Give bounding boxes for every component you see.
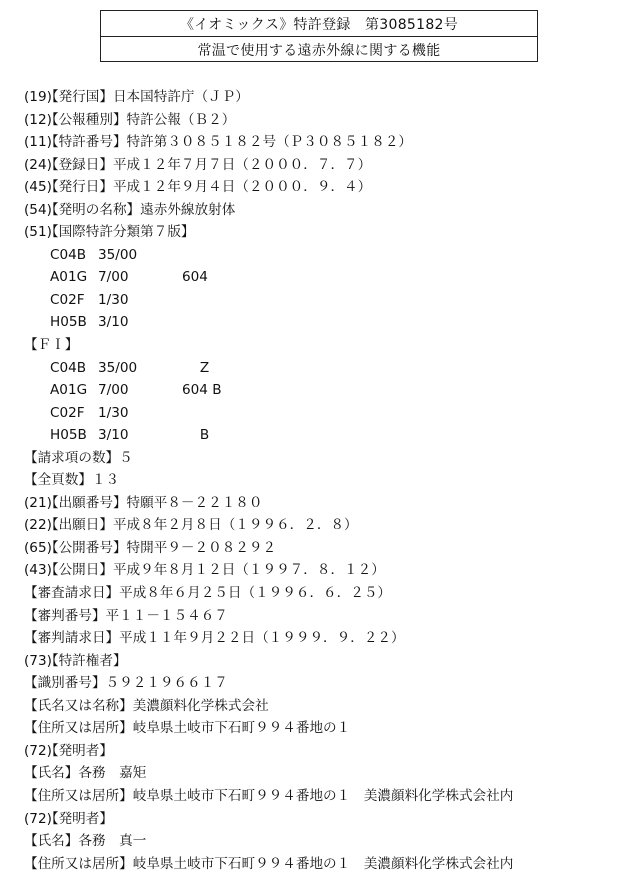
field-text: 【公報種別】特許公報（Ｂ２）	[45, 111, 236, 128]
bibliographic-data	[24, 86, 614, 875]
inid-code: (51)	[24, 224, 52, 241]
document-subtitle: 常温で使用する遠赤外線に関する機能	[101, 36, 537, 62]
inid-code: (54)	[24, 201, 52, 218]
field-inventor-name: 【氏名】各務 真一	[24, 833, 147, 850]
fi-heading: 【ＦＩ】	[24, 337, 79, 354]
ipc-row: H05B 3/10	[50, 314, 129, 331]
inid-code: (45)	[24, 179, 52, 196]
field-text: 【公開番号】特開平９－２０８２９２	[45, 539, 277, 556]
ipc-row: C04B 35/00	[50, 246, 138, 263]
field-patentee-address: 【住所又は居所】岐阜県土岐市下石町９９４番地の１	[24, 720, 351, 737]
inid-code: (72)	[24, 742, 52, 759]
field-issue-date	[24, 176, 614, 199]
fi-row: C02F 1/30	[50, 404, 129, 421]
field-filing-date	[24, 514, 614, 537]
inid-code: (21)	[24, 494, 52, 511]
field-text: 【特許権者】	[45, 652, 127, 669]
field-invention-title	[24, 199, 614, 222]
fi-row: C04B 35/00 Z	[50, 359, 210, 376]
field-text: 【国際特許分類第７版】	[45, 224, 195, 241]
field-text: 【発明者】	[45, 742, 113, 759]
field-text: 【発行国】日本国特許庁（ＪＰ）	[45, 89, 249, 105]
field-publication-number	[24, 537, 614, 560]
field-exam-request-date: 【審査請求日】平成８年６月２５日（１９９６．６．２５）	[24, 585, 392, 602]
fi-row: H05B 3/10 B	[50, 427, 210, 444]
field-text: 【発行日】平成１２年９月４日（２０００．９．４）	[45, 179, 372, 196]
field-text: 【特許番号】特許第３０８５１８２号（Ｐ３０８５１８２）	[45, 134, 413, 151]
field-inventor-address: 【住所又は居所】岐阜県土岐市下石町９９４番地の１ 美濃顔料化学株式会社内	[24, 787, 514, 804]
ipc-row: C02F 1/30	[50, 291, 129, 308]
inid-code: (24)	[24, 156, 52, 173]
inid-code: (12)	[24, 111, 52, 128]
field-inventor-heading	[24, 740, 614, 763]
field-appeal-request-date: 【審判請求日】平成１１年９月２２日（１９９９．９．２２）	[24, 630, 405, 647]
field-text: 【発明者】	[45, 810, 113, 827]
field-inventor-name: 【氏名】各務 嘉矩	[24, 765, 147, 782]
field-ipc-heading	[24, 221, 614, 244]
field-text: 【発明の名称】遠赤外線放射体	[45, 201, 236, 218]
field-patentee-name: 【氏名又は名称】美濃顔料化学株式会社	[24, 697, 269, 714]
inid-code: (65)	[24, 539, 52, 556]
field-text: 【公開日】平成９年８月１２日（１９９７．８．１２）	[45, 562, 385, 579]
header-box	[100, 10, 538, 62]
document-title: 《イオミックス》特許登録 第3085182号	[179, 16, 459, 33]
field-patentee-id: 【識別番号】５９２１９６６１７	[24, 675, 228, 692]
field-registration-date	[24, 154, 614, 177]
field-inventor-heading	[24, 808, 614, 831]
field-text: 【出願番号】特願平８－２２１８０	[45, 494, 263, 511]
field-text: 【登録日】平成１２年７月７日（２０００．７．７）	[45, 156, 372, 173]
inid-code: (73)	[24, 652, 52, 669]
field-publication-type	[24, 109, 614, 132]
ipc-row: A01G 7/00 604	[50, 269, 208, 286]
field-publication-date	[24, 559, 614, 582]
fi-row: A01G 7/00 604 B	[50, 382, 222, 399]
inid-code: (72)	[24, 810, 52, 827]
inid-code: (22)	[24, 517, 52, 534]
field-patentee-heading	[24, 650, 614, 673]
field-issuing-country	[24, 86, 614, 109]
field-total-pages: 【全頁数】１３	[24, 472, 120, 489]
field-patent-number	[24, 131, 614, 154]
field-inventor-address: 【住所又は居所】岐阜県土岐市下石町９９４番地の１ 美濃顔料化学株式会社内	[24, 855, 514, 872]
inid-code: (43)	[24, 562, 52, 579]
field-text: 【出願日】平成８年２月８日（１９９６．２．８）	[45, 517, 358, 534]
inid-code: (11)	[24, 134, 52, 151]
field-claims-count: 【請求項の数】５	[24, 449, 133, 466]
inid-code: (19)	[24, 89, 52, 105]
field-application-number	[24, 492, 614, 515]
field-appeal-number: 【審判番号】平１１－１５４６７	[24, 607, 228, 624]
